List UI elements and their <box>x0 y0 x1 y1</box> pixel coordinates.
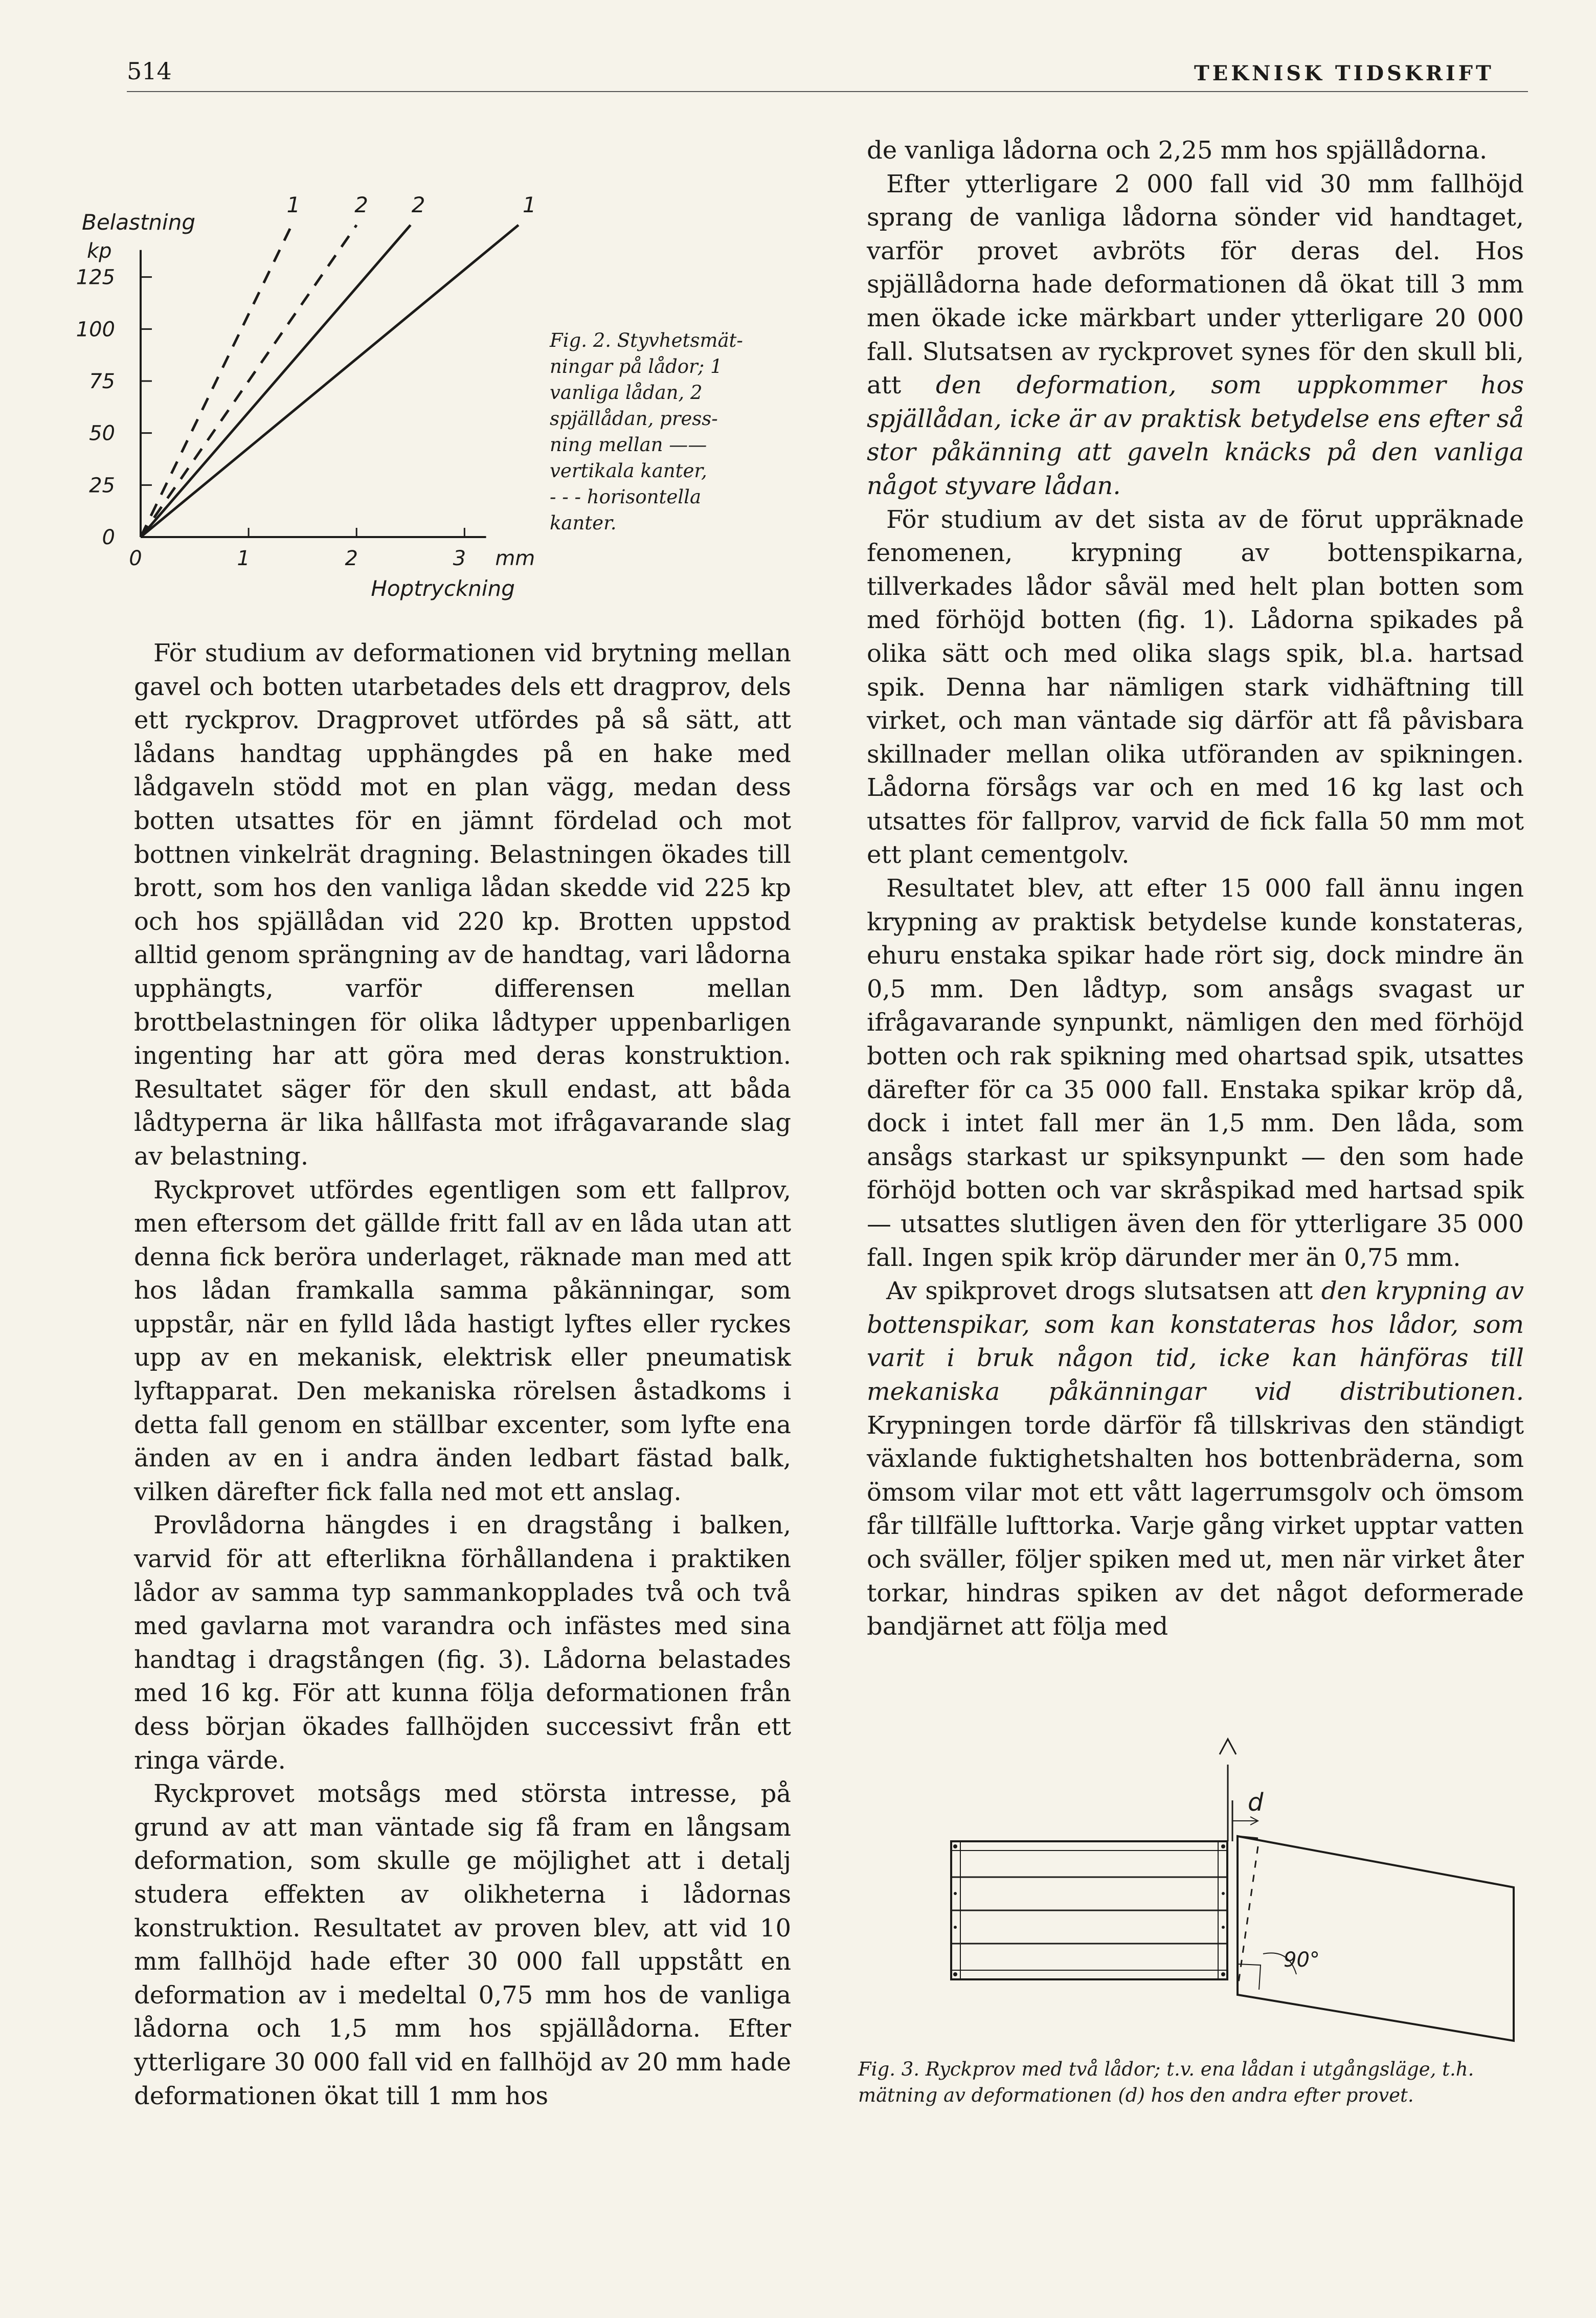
fig2-chart <box>76 138 542 619</box>
fig2-caption-line: spjällådan, press- <box>550 408 718 430</box>
paragraph: Provlådorna hängdes i en dragstång i balken, varvid för att efterlikna förhållandena i praktiken lådor av samma typ sammankopplades två och två med gavlarna mot varandra och infästes med sina handtag i dragstången (fig. 3). Lådorna belastades med 16 kg. För att kunna följa deformationen från dess början ökades fallhöjden successivt från ett ringa värde. <box>134 1511 791 1775</box>
fig2-caption-line: vertikala kanter, <box>550 460 707 482</box>
paragraph <box>867 168 1524 503</box>
series-top-label: 1 <box>286 192 301 217</box>
fig2-caption-line: ning mellan —— <box>550 434 707 456</box>
left-column <box>134 637 791 2113</box>
x-tick-label: 1 <box>237 547 250 570</box>
paragraph: de vanliga lådorna och 2,25 mm hos spjällådorna. <box>867 136 1488 165</box>
x-tick-label: 2 <box>345 547 358 570</box>
series-top-label: 2 <box>354 192 368 217</box>
fig2-caption-line: vanliga lådan, 2 <box>550 382 703 404</box>
y-axis-title: Belastning <box>82 209 195 235</box>
paragraph: Resultatet blev, att efter 15 000 fall ännu ingen krypning av praktisk betydelse kunde konstateras, ehuru enstaka spikar hade rört sig, dock mindre än 0,5 mm. Den lådtyp, som ansågs svagast ur ifrågavarande synpunkt, nämligen den med förhöjd botten och rak spikning med ohartsad spik, utsattes därefter för ca 35 000 fall. Enstaka spikar kröp då, dock i intet fall mer än 1,5 mm. Den låda, som ansågs starkast ur spiksynpunkt — den som hade förhöjd botten och var skråspikad med hartsad spik — utsattes slutligen även den för ytterligare 35 000 fall. Ingen spik kröp därunder mer än 0,75 mm. <box>867 874 1524 1272</box>
text-run: Efter ytterligare 2 000 fall vid 30 mm fallhöjd sprang de vanliga lådorna sönder vid handtaget, varför provet avbröts för deras del. Hos spjällådorna hade deformationen då ökat till 3 mm men ökade icke märkbart under ytterligare 20 000 fall. Slutsatsen av ryckprovet synes för den skull bli, att <box>867 169 1524 400</box>
x-axis-title: Hoptryckning <box>371 576 515 601</box>
series-line <box>141 225 411 537</box>
fig2-caption-line: ningar på lådor; 1 <box>550 355 723 377</box>
paragraph <box>867 1275 1524 1644</box>
series-line <box>141 225 292 537</box>
fig2-caption-line: kanter. <box>550 512 617 534</box>
y-tick-label: 0 <box>102 526 115 549</box>
paragraph: Ryckprovet motsågs med största intresse, på grund av att man väntade sig få fram en långsam deformation, som skulle ge möjlighet att i detalj studera effekten av olikheterna i lådornas konstruktion. Resultatet av proven blev, att vid 10 mm fallhöjd hade efter 30 000 fall uppstått en deformation av i medeltal 0,75 mm hos de vanliga lådorna och 1,5 mm hos spjällådorna. Efter ytterligare 30 000 fall vid en fallhöjd av 20 mm hade deformationen ökat till 1 mm hos <box>134 1779 791 2110</box>
y-unit-label: kp <box>87 239 112 263</box>
fig2-caption-line: Fig. 2. Styvhetsmät- <box>550 329 743 351</box>
series-top-label: 1 <box>522 192 536 217</box>
fig3-box-right <box>1238 1836 1514 2041</box>
fig3-d-label: d <box>1248 1788 1264 1817</box>
right-column <box>867 134 1524 1644</box>
y-tick-label: 25 <box>89 474 115 498</box>
fig2-caption <box>550 327 800 536</box>
text-run: Av spikprovet drogs slutsatsen att <box>886 1277 1313 1306</box>
emphasis-text: den deformation, som uppkommer hos spjällådan, icke är av praktisk betydelse ens efter så stor påkänning att gaveln knäcks på den vanliga något styvare lådan. <box>867 371 1524 500</box>
x-tick-label: 0 <box>129 547 142 570</box>
paragraph: För studium av det sista av de förut uppräknade fenomenen, krypning av bottenspikarna, tillverkades lådor såväl med helt plan botten som med förhöjd botten (fig. 1). Lådorna spikades på olika sätt och med olika slags spik, bl.a. hartsad spik. Denna har nämligen stark vidhäftning till virket, och man väntade sig därför att få påvisbara skillnader mellan olika utföranden av spikningen. Lådorna försågs var och en med 16 kg last och utsattes för fallprov, varvid de fick falla 50 mm mot ett plant cementgolv. <box>867 505 1524 870</box>
fig2-caption-line: - - - horisontella <box>550 486 701 508</box>
emphasis-text: den krypning av bottenspikar, som kan konstateras hos lådor, som varit i bruk någon tid, icke kan hänföras till mekaniska påkänningar vid distributionen. <box>867 1277 1524 1406</box>
page-number: 514 <box>127 57 172 85</box>
fig3-diagram <box>931 1734 1534 2041</box>
series-line <box>141 225 356 537</box>
series-line <box>141 225 519 537</box>
x-unit-label: mm <box>495 547 535 570</box>
y-tick-label: 50 <box>89 421 115 445</box>
y-tick-label: 125 <box>76 265 115 289</box>
journal-title: TEKNISK TIDSKRIFT <box>1194 61 1494 85</box>
series-top-label: 2 <box>411 192 425 217</box>
y-tick-label: 75 <box>89 370 115 393</box>
paragraph: Ryckprovet utfördes egentligen som ett fallprov, men eftersom det gällde fritt fall av en låda utan att denna fick beröra underlaget, räknade man med att hos lådan framkalla samma påkänningar, som uppstår, när en fylld låda hastigt lyftes eller ryckes upp av en mekanisk, elektrisk eller pneumatisk lyftapparat. Den mekaniska rörelsen åstadkoms i detta fall genom en ställbar excenter, som lyfte ena änden av en i andra änden ledbart fästad balk, vilken därefter fick falla ned mot ett anslag. <box>134 1175 791 1506</box>
x-tick-label: 3 <box>453 547 466 570</box>
text-run: Krypningen torde därför få tillskrivas den ständigt växlande fuktighetshalten hos bottenbräderna, som ömsom vilar mot ett vått lagerrumsgolv och ömsom får tillfälle lufttorka. Varje gång virket upptar vatten och sväller, följer spiken med ut, men när virket åter torkar, hindras spiken av det något deformerade bandjärnet att följa med <box>867 1411 1524 1641</box>
y-tick-label: 100 <box>76 318 115 342</box>
header-rule <box>127 91 1528 92</box>
fig3-caption: Fig. 3. Ryckprov med två lådor; t.v. ena lådan i utgångsläge, t.h. mätning av deformationen (d) hos den andra efter provet. <box>858 2058 1474 2106</box>
fig3-angle-label: 90° <box>1284 1948 1320 1972</box>
paragraph: För studium av deformationen vid brytning mellan gavel och botten utarbetades dels ett dragprov, dels ett ryckprov. Dragprovet utfördes på så sätt, att lådans handtag upphängdes på en hake med lådgaveln stödd mot en plan vägg, medan dess botten utsattes för en jämnt fördelad och mot bottnen vinkelrät dragning. Belastningen ökades till brott, som hos den vanliga lådan skedde vid 225 kp och hos spjällådan vid 220 kp. Brotten uppstod alltid genom sprängning av de handtag, vari lådorna upphängts, varför differensen mellan brottbelastningen för olika lådtyper uppenbarligen ingenting har att göra med deras konstruktion. Resultatet säger för den skull endast, att båda lådtyperna är lika hållfasta mot ifrågavarande slag av belastning. <box>134 639 791 1171</box>
